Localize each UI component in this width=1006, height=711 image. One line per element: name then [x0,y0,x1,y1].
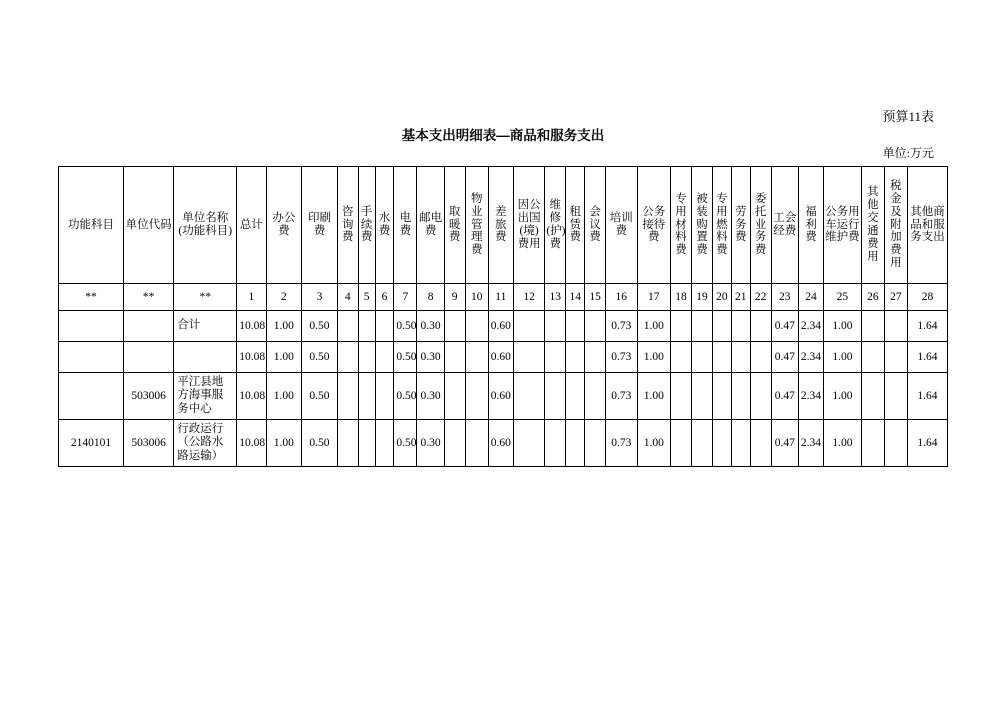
cell-value: 0.50 [302,311,338,342]
cell-total: 10.08 [237,420,266,467]
header-cell: 物业管理费 [465,167,488,284]
header-cell: 印刷费 [302,167,338,284]
cell-unit-code [123,342,173,373]
cell-value: 1.00 [637,420,671,467]
cell-value [884,311,907,342]
header-cell: 税金及附加费用 [884,167,907,284]
cell-value [731,342,750,373]
cell-value [731,311,750,342]
column-number: 13 [545,284,566,311]
cell-value: 1.64 [907,342,947,373]
cell-value [671,311,692,342]
cell-value [884,373,907,420]
cell-unit-name: 平江县地方海事服务中心 [174,373,237,420]
cell-value [750,342,771,373]
cell-value: 0.30 [417,342,444,373]
cell-value [465,373,488,420]
table-row [59,342,948,373]
cell-value: 1.00 [266,311,302,342]
cell-total: 10.08 [237,373,266,420]
cell-value [861,420,884,467]
column-number: ** [59,284,124,311]
column-number: 1 [237,284,266,311]
cell-value [671,420,692,467]
cell-value: 1.64 [907,311,947,342]
cell-unit-name: 行政运行（公路水路运输） [174,420,237,467]
cell-value: 1.64 [907,373,947,420]
cell-unit-name: 合计 [174,311,237,342]
cell-value [337,373,358,420]
cell-value [444,420,465,467]
cell-value [750,420,771,467]
cell-value [375,373,394,420]
cell-value: 0.73 [606,342,637,373]
cell-value [585,342,606,373]
cell-value [545,342,566,373]
budget-table [58,166,948,467]
column-number: 15 [585,284,606,311]
cell-value [465,311,488,342]
column-number: ** [174,284,237,311]
cell-value: 0.60 [488,311,513,342]
cell-value: 1.00 [637,342,671,373]
cell-value: 0.50 [302,342,338,373]
cell-value: 0.47 [771,342,798,373]
cell-value: 1.00 [824,311,862,342]
cell-value [566,420,585,467]
column-number: 10 [465,284,488,311]
cell-value: 0.30 [417,311,444,342]
cell-value [692,373,713,420]
header-cell: 专用燃料费 [712,167,731,284]
cell-value [585,420,606,467]
header-cell: 会议费 [585,167,606,284]
cell-value [712,373,731,420]
table-row [59,420,948,467]
header-cell: 被装购置费 [692,167,713,284]
header-cell: 邮电费 [417,167,444,284]
column-number: 28 [907,284,947,311]
cell-value: 1.00 [824,373,862,420]
cell-value [513,311,544,342]
cell-function-code [59,342,124,373]
cell-value: 0.50 [394,420,417,467]
cell-value [375,342,394,373]
header-cell: 委托业务费 [750,167,771,284]
cell-value: 1.64 [907,420,947,467]
cell-unit-name [174,342,237,373]
cell-value [444,373,465,420]
column-number: 27 [884,284,907,311]
cell-value [884,420,907,467]
header-cell: 办公费 [266,167,302,284]
cell-function-code: 2140101 [59,420,124,467]
header-cell: 手续费 [358,167,375,284]
cell-value: 1.00 [824,342,862,373]
cell-value [585,311,606,342]
cell-value: 0.50 [302,373,338,420]
cell-value [465,342,488,373]
cell-value: 2.34 [798,373,823,420]
cell-value [444,342,465,373]
header-cell: 取暖费 [444,167,465,284]
cell-function-code [59,311,124,342]
cell-value [545,420,566,467]
cell-value [731,373,750,420]
header-cell: 单位名称(功能科目) [174,167,237,284]
cell-value: 0.73 [606,373,637,420]
cell-value: 0.47 [771,420,798,467]
cell-value [712,342,731,373]
cell-value [731,420,750,467]
cell-value [750,373,771,420]
header-cell: 工会经费 [771,167,798,284]
column-number: 8 [417,284,444,311]
column-number: 6 [375,284,394,311]
header-cell: 其他交通费用 [861,167,884,284]
cell-value: 0.47 [771,373,798,420]
cell-value: 1.00 [637,373,671,420]
cell-value: 0.47 [771,311,798,342]
column-number-row [59,284,948,311]
header-cell: 公务用车运行维护费 [824,167,862,284]
header-cell: 其他商品和服务支出 [907,167,947,284]
cell-value: 0.50 [394,342,417,373]
cell-value: 2.34 [798,342,823,373]
header-cell: 培训费 [606,167,637,284]
column-number: 18 [671,284,692,311]
cell-value: 1.00 [266,373,302,420]
cell-total: 10.08 [237,342,266,373]
cell-value: 0.73 [606,420,637,467]
header-cell: 公务接待费 [637,167,671,284]
cell-value [750,311,771,342]
cell-unit-code: 503006 [123,420,173,467]
cell-value [358,373,375,420]
cell-value [513,420,544,467]
document-number: 预算11表 [882,109,934,124]
column-number: 22 [750,284,771,311]
cell-value [585,373,606,420]
cell-value: 0.30 [417,373,444,420]
cell-value: 0.60 [488,420,513,467]
cell-value [884,342,907,373]
cell-value: 0.73 [606,311,637,342]
cell-unit-code: 503006 [123,373,173,420]
column-number: 12 [513,284,544,311]
cell-value [712,311,731,342]
header-cell: 咨询费 [337,167,358,284]
cell-value [861,342,884,373]
cell-function-code [59,373,124,420]
header-cell: 维修(护)费 [545,167,566,284]
cell-value [375,420,394,467]
cell-value: 2.34 [798,420,823,467]
page-title: 基本支出明细表—商品和服务支出 [401,128,605,143]
cell-value [566,311,585,342]
cell-value [375,311,394,342]
cell-value [712,420,731,467]
cell-value: 0.50 [394,311,417,342]
cell-value [566,373,585,420]
cell-value [358,342,375,373]
column-number: 24 [798,284,823,311]
cell-value: 1.00 [266,420,302,467]
cell-unit-code [123,311,173,342]
cell-value [513,373,544,420]
column-number: 9 [444,284,465,311]
cell-value: 0.60 [488,373,513,420]
header-cell: 总计 [237,167,266,284]
column-number: 3 [302,284,338,311]
column-number: 23 [771,284,798,311]
column-number: 16 [606,284,637,311]
column-number: 11 [488,284,513,311]
column-number: 4 [337,284,358,311]
cell-value [337,342,358,373]
cell-value [692,420,713,467]
column-number: 25 [824,284,862,311]
column-number: 5 [358,284,375,311]
column-number: ** [123,284,173,311]
header-cell: 租赁费 [566,167,585,284]
header-cell: 功能科目 [59,167,124,284]
cell-value: 1.00 [266,342,302,373]
header-cell: 专用材料费 [671,167,692,284]
header-cell: 差旅费 [488,167,513,284]
cell-value [358,420,375,467]
cell-value [671,342,692,373]
cell-value [337,311,358,342]
column-number: 7 [394,284,417,311]
cell-value: 0.50 [394,373,417,420]
column-number: 17 [637,284,671,311]
cell-total: 10.08 [237,311,266,342]
header-cell: 劳务费 [731,167,750,284]
cell-value: 1.00 [824,420,862,467]
cell-value [545,311,566,342]
cell-value [337,420,358,467]
header-cell: 水费 [375,167,394,284]
cell-value: 2.34 [798,311,823,342]
column-number: 20 [712,284,731,311]
header-cell: 电费 [394,167,417,284]
cell-value [566,342,585,373]
header-cell: 因公出国(境)费用 [513,167,544,284]
column-number: 21 [731,284,750,311]
cell-value: 0.50 [302,420,338,467]
header-cell: 单位代码 [123,167,173,284]
cell-value: 1.00 [637,311,671,342]
cell-value: 0.60 [488,342,513,373]
cell-value [861,311,884,342]
table-header-row [59,167,948,284]
unit-note: 单位:万元 [882,146,934,160]
cell-value [671,373,692,420]
cell-value [692,342,713,373]
cell-value [692,311,713,342]
cell-value [358,311,375,342]
column-number: 14 [566,284,585,311]
cell-value [465,420,488,467]
cell-value [545,373,566,420]
cell-value [513,342,544,373]
table-row [59,311,948,342]
table-row [59,373,948,420]
header-cell: 福利费 [798,167,823,284]
column-number: 19 [692,284,713,311]
cell-value [861,373,884,420]
cell-value: 0.30 [417,420,444,467]
cell-value [444,311,465,342]
column-number: 2 [266,284,302,311]
column-number: 26 [861,284,884,311]
